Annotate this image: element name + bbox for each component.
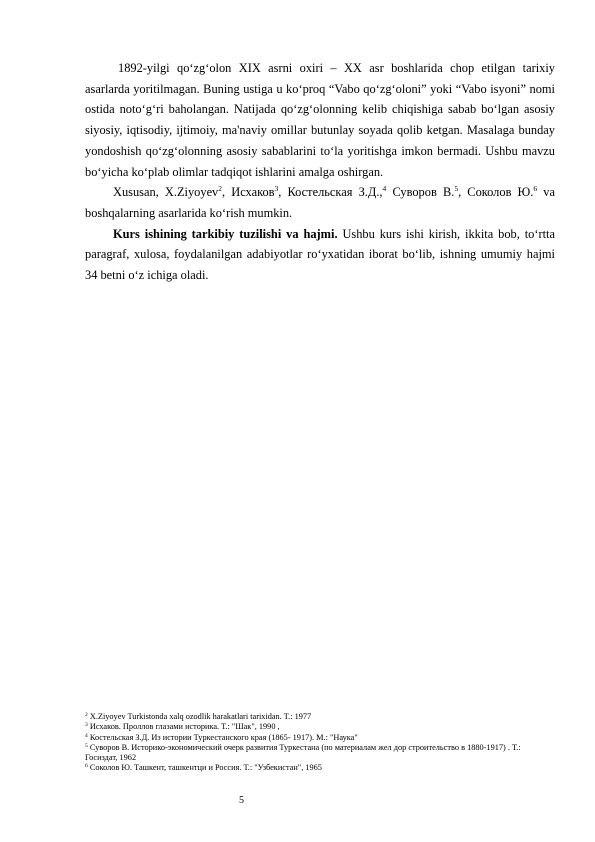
p2-text: , Исхаков <box>222 185 275 200</box>
page-number: 5 <box>239 795 244 806</box>
footnote-text: Костельская З.Д. Из истории Туркестанского края (1865- 1917). М.: "Наука" <box>87 732 358 742</box>
paragraph-2 <box>85 182 555 223</box>
footnote-ref: 2 <box>218 184 223 194</box>
footnotes <box>85 712 555 774</box>
footnote <box>85 763 555 773</box>
footnote-number: 5 <box>85 742 88 749</box>
footnote <box>85 722 555 732</box>
footnote <box>85 743 555 764</box>
p2-text: Xususan, X.Ziyoyev <box>113 185 219 200</box>
section-heading: Kurs ishining tarkibiy tuzilishi va hajmi. <box>113 226 338 241</box>
footnote-number: 6 <box>85 763 88 770</box>
paragraph-1: 1892-yilgi qo‘zg‘olon XIX asrni oxiri – XX asr boshlarida chop etilgan tarixiy asarlarda yoritilmagan. Buning ustiga u ko‘proq “Vabo qo‘zg‘oloni” yoki “Vabo isyoni” nomi ostida noto‘g‘ri baholangan. Natijada qo‘zg‘olonning kelib chiqishiga sabab bo‘lgan asosiy siyosiy, iqtisodiy, ijtimoiy, ma'naviy omillar butunlay soyada qolib ketgan. Masalaga bunday yondoshish qo‘zg‘olonning asosiy sabablarini to‘la yoritishga imkon bermadi. Ushbu mavzu bo‘yicha ko‘plab olimlar tadqiqot ishlarini amalga oshirgan. <box>85 61 555 179</box>
footnote-number: 3 <box>85 722 88 729</box>
p3-text: Ushbu kurs ishi kirish, ikkita bob, to‘rtta paragraf, xulosa, foydalanilgan adabiyotlar ro‘yxatidan iborat bo‘lib, ishning umumiy hajmi 34 betni o‘z ichiga oladi. <box>85 226 556 283</box>
paragraph-3 <box>85 224 555 286</box>
main-text <box>85 58 555 286</box>
footnote-text: Исхаков. Проллов глазами историка. Т.: "Шак", 1990 , <box>87 722 280 732</box>
footnote-text: Суворов В. Историко-экономический очерк развития Туркестана (по материалам жел дор строительство в 1880-1917) . Т.: Госиздат, 1962 <box>85 742 521 763</box>
footnote-text: Соколов Ю. Ташкент, ташкентци и Россия. Т.: "Узбекистан", 1965 <box>87 763 322 773</box>
footnote-ref: 4 <box>382 184 387 194</box>
footnote-ref: 5 <box>454 184 459 194</box>
footnote-ref: 3 <box>274 184 279 194</box>
footnote <box>85 712 555 722</box>
footnote <box>85 733 555 743</box>
footnote-ref: 6 <box>533 184 538 194</box>
p2-text: va boshqalarning asarlarida ko‘rish mumkin. <box>85 185 555 220</box>
p2-text: Суворов В. <box>386 185 455 200</box>
p2-text: , Костельская З.Д., <box>278 185 383 200</box>
p2-text: , Соколов Ю. <box>458 185 534 200</box>
footnote-number: 2 <box>85 712 88 718</box>
footnote-text: X.Ziyoyev Turkistonda xalq ozodlik harakatlari tarixidan. T.: 1977 <box>87 712 312 721</box>
footnote-number: 4 <box>85 732 88 739</box>
